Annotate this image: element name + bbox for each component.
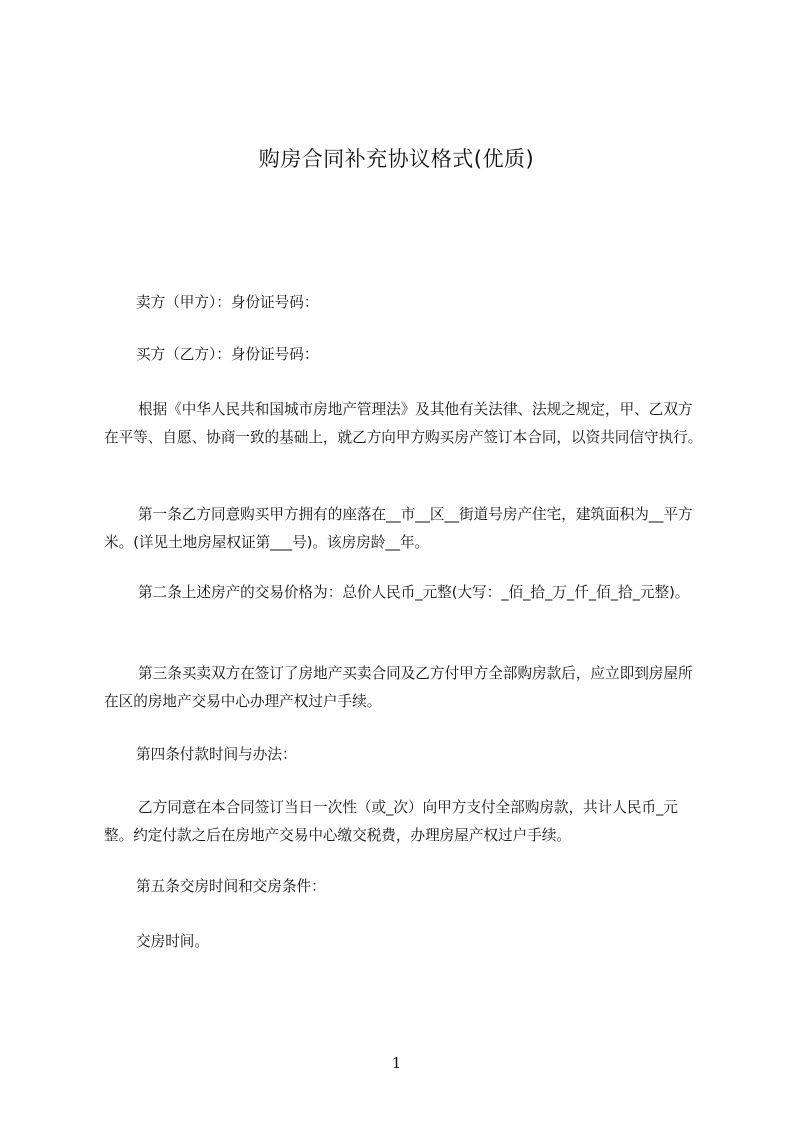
paragraph-delivery-time: 交房时间。: [136, 933, 209, 950]
paragraph-seller: 卖方（甲方）：身份证号码：: [136, 294, 319, 311]
paragraph-article-3: 第三条买卖双方在签订了房地产买卖合同及乙方付甲方全部购房款后，应立即到房屋所在区的房地产交易中心办理产权过户手续。: [104, 665, 693, 710]
page-number: 1: [391, 1054, 402, 1072]
paragraph-preamble: 根据《中华人民共和国城市房地产管理法》及其他有关法律、法规之规定，甲、乙双方在平等、自愿、协商一致的基础上，就乙方向甲方购买房产签订本合同，以资共同信守执行。: [104, 401, 703, 446]
paragraph-article-4-heading: 第四条付款时间与办法：: [136, 746, 297, 763]
paragraph-article-4-body: 乙方同意在本合同签订当日一次性（或_次）向甲方支付全部购房款，共计人民币_元整。约定付款之后在房地产交易中心缴交税费，办理房屋产权过户手续。: [104, 799, 678, 844]
paragraph-article-5-heading: 第五条交房时间和交房条件：: [136, 878, 326, 895]
paragraph-article-1: 第一条乙方同意购买甲方拥有的座落在__市__区__街道号房产住宅，建筑面积为__平方米。(详见土地房屋权证第___号)。该房房龄__年。: [104, 506, 693, 551]
paragraph-article-2: 第二条上述房产的交易价格为：总价人民币_元整(大写：_佰_拾_万_仟_佰_拾_元整)。: [138, 584, 690, 601]
paragraph-buyer: 买方（乙方）：身份证号码：: [136, 346, 319, 363]
document-title: 购房合同补充协议格式(优质): [258, 147, 535, 171]
